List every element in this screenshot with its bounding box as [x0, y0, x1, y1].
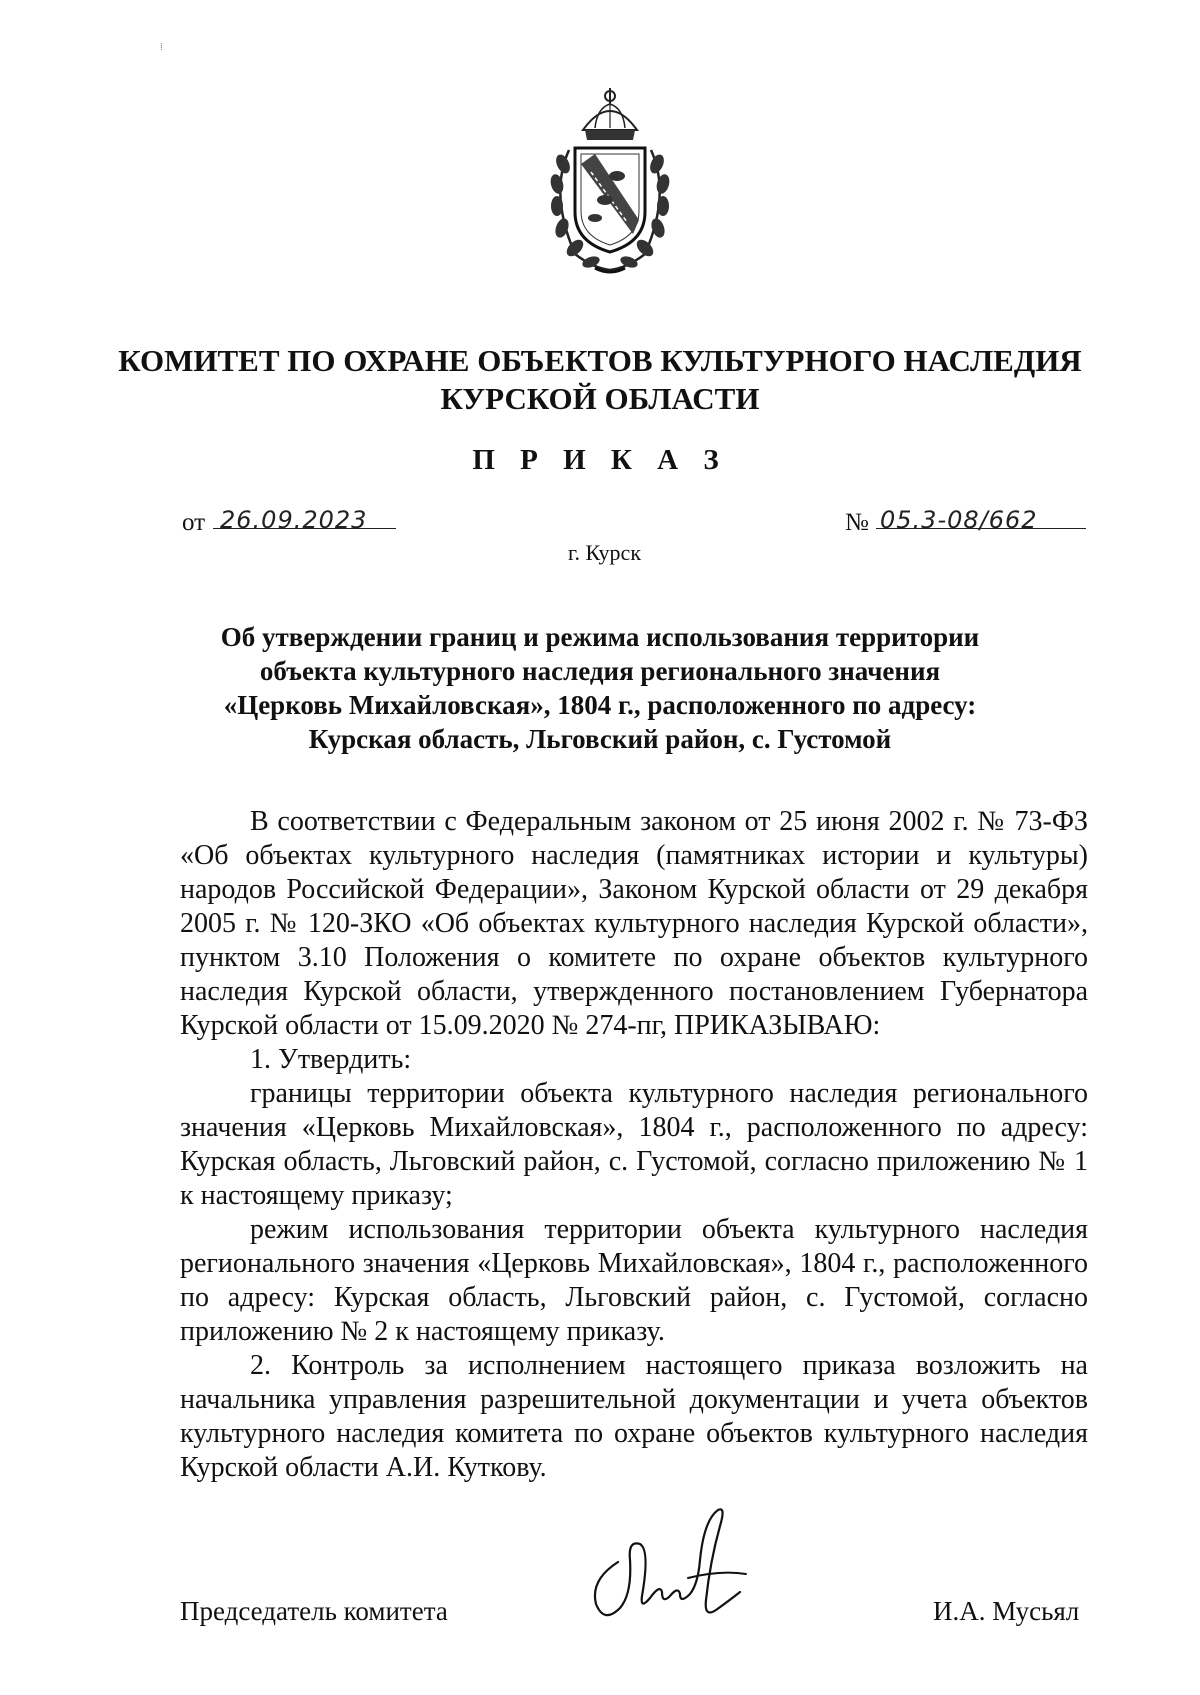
- margin-mark: ⁞: [160, 42, 163, 53]
- kursk-coat-of-arms-icon: [535, 84, 685, 276]
- subject-line: объекта культурного наследия регионального значения: [259, 656, 941, 686]
- number-value: 05.3-08/662: [880, 506, 1038, 534]
- signer-name: И.А. Мусьял: [933, 1596, 1080, 1626]
- order-subject: [120, 620, 1080, 756]
- body-paragraph-item1: 1. Утвердить:: [250, 1044, 412, 1075]
- subject-line: Курская область, Льговский район, с. Густомой: [308, 724, 892, 754]
- date-prefix: от: [182, 509, 206, 536]
- number-prefix: №: [845, 509, 869, 536]
- subject-line: «Церковь Михайловская», 1804 г., расположенного по адресу:: [223, 690, 977, 720]
- handwritten-signature-icon: [570, 1500, 790, 1630]
- signer-position: Председатель комитета: [180, 1596, 448, 1626]
- order-body: [180, 805, 1088, 1485]
- body-paragraph-boundaries: границы территории объекта культурного наследия регионального значения «Церковь Михайловская», 1804 г., расположенного по адресу: Курская область, Льговский район, с. Густомой, согласно приложению № 1 к настоящему приказу;: [180, 1078, 1088, 1211]
- body-paragraph-preamble: В соответствии с Федеральным законом от 25 июня 2002 г. № 73-ФЗ «Об объектах культурного наследия (памятниках истории и культуры) народов Российской Федерации», Законом Курской области от 29 декабря 2005 г. № 120-ЗКО «Об объектах культурного наследия Курской области», пунктом 3.10 Положения о комитете по охране объектов культурного наследия Курской области, утвержденного постановлением Губернатора Курской области от 15.09.2020 № 274-пг, ПРИКАЗЫВАЮ:: [180, 806, 1088, 1041]
- city: г. Курск: [568, 540, 642, 565]
- subject-line: Об утверждении границ и режима использования территории: [220, 622, 980, 652]
- body-paragraph-regime: режим использования территории объекта культурного наследия регионального значения «Церковь Михайловская», 1804 г., расположенного по адресу: Курская область, Льговский район, с. Густомой, согласно приложению № 2 к настоящему приказу.: [180, 1214, 1088, 1347]
- date-value: 26.09.2023: [220, 506, 368, 534]
- document-type-title: П Р И К А З: [472, 444, 728, 476]
- org-name-line2: КУРСКОЙ ОБЛАСТИ: [440, 381, 760, 416]
- org-name-line1: КОМИТЕТ ПО ОХРАНЕ ОБЪЕКТОВ КУЛЬТУРНОГО НАСЛЕДИЯ: [118, 343, 1082, 378]
- body-paragraph-item2: 2. Контроль за исполнением настоящего приказа возложить на начальника управления разрешительной документации и учета объектов культурного наследия комитета по охране объектов культурного наследия Курской области А.И. Куткову.: [180, 1350, 1088, 1483]
